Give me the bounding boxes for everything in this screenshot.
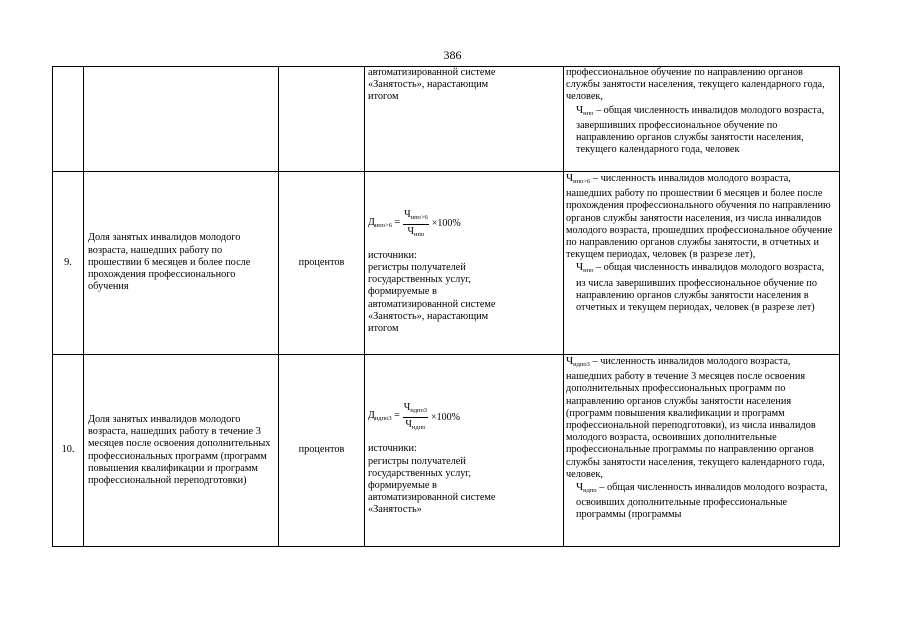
table-row (53, 172, 840, 355)
variable-symbol: $Ч_{нпо>6}$ (566, 172, 591, 185)
calculation-method (365, 355, 564, 547)
formula: $Д_{ндпо3}$ = $\frac{Ч_{ндпо3}}{Ч_{ндпо}}$ ×100% (368, 402, 460, 432)
method-line: автоматизированной системе (368, 298, 496, 310)
table-row (53, 355, 840, 547)
method-line: «Занятость», нарастающим (368, 79, 489, 91)
definition-paragraph: профессиональное обучение по направлению органов службы занятости населения, текущего календарного года, человек, (566, 67, 825, 103)
indicators-table (52, 66, 840, 547)
unit-of-measure: процентов (279, 355, 365, 547)
method-line: источники: (368, 443, 417, 455)
method-line: государственных услуг, (368, 467, 472, 479)
row-number: 9. (53, 172, 84, 355)
row-number (53, 67, 84, 172)
method-line: регистры получателей (368, 261, 466, 273)
definition-paragraph: $Ч_{нпо>6}$ – численность инвалидов молодого возраста, нашедших работу по прошествии 6 месяцев и более после прохождения профессионального обучения по направлению органов службы занятости населения, из числа инвалидов молодого возраста, прошедших профессиональное обучение по направлению органов службы занятости, в отчетных и текущем периодах, человек (в разрезе лет), (566, 172, 833, 261)
variable-symbol: $Ч_{ндпо}$ (576, 481, 597, 495)
method-line: регистры получателей (368, 455, 466, 467)
method-line: автоматизированной системе (368, 67, 496, 78)
method-line: формируемые в (368, 480, 437, 491)
calculation-method (365, 67, 564, 172)
row-number: 10. (53, 355, 84, 547)
variable-symbol: $Ч_{ндпо3}$ (566, 355, 590, 368)
variable-definitions (564, 67, 840, 172)
page-number: 386 (443, 48, 462, 62)
formula: $Д_{нпо>6}$ = $\frac{Ч_{нпо>6}}{Ч_{нпо}}$ ×100% (368, 208, 461, 238)
method-line: автоматизированной системе (368, 492, 496, 504)
unit-of-measure (279, 67, 365, 172)
method-line: государственных услуг, (368, 274, 472, 286)
table-row (53, 67, 840, 172)
method-line: «Занятость», нарастающим (368, 310, 489, 322)
indicator-name: Доля занятых инвалидов молодого возраста, нашедших работу по прошествии 6 месяцев и более после прохождения профессионального обучения (84, 172, 279, 355)
indicator-name: Доля занятых инвалидов молодого возраста, нашедших работу в течение 3 месяцев после освоения дополнительных профессиональных программ (программ повышения квалификации и программ профессиональной переподготовки) (84, 355, 279, 547)
variable-definitions (564, 355, 840, 547)
method-line: источники: (368, 249, 417, 261)
variable-symbol: $Ч_{нпо}$ (576, 261, 594, 275)
method-line: формируемые в (368, 286, 437, 298)
method-line: итогом (368, 323, 399, 334)
indicator-name (84, 67, 279, 172)
definition-paragraph: $Ч_{ндпо}$ – общая численность инвалидов молодого возраста, освоивших дополнительные профессиональные программы (программы (576, 481, 828, 521)
definition-paragraph: $Ч_{нпо}$ – общая численность инвалидов молодого возраста, из числа завершивших профессиональное обучение по направлению органов службы занятости населения в отчетных и текущем периодах, человек (в разрезе лет) (576, 261, 825, 314)
method-line: итогом (368, 91, 399, 103)
variable-symbol: $Ч_{нпо}$ (576, 103, 594, 117)
method-line: «Занятость» (368, 504, 422, 516)
unit-of-measure: процентов (279, 172, 365, 355)
definition-paragraph: $Ч_{ндпо3}$ – численность инвалидов молодого возраста, нашедших работу в течение 3 месяцев после освоения дополнительных профессиональных программ по направлению органов службы занятости населения (программ повышения квалификации и программ профессиональной переподготовки), из числа инвалидов молодого возраста, освоивших дополнительные профессиональные программы по направлению органов службы занятости населения, текущего календарного года, человек, (566, 355, 825, 480)
calculation-method (365, 172, 564, 355)
variable-definitions (564, 172, 840, 355)
definition-paragraph: $Ч_{нпо}$ – общая численность инвалидов молодого возраста, завершивших профессиональное обучение по направлению органов службы занятости населения, текущего календарного года, человек (576, 103, 825, 156)
